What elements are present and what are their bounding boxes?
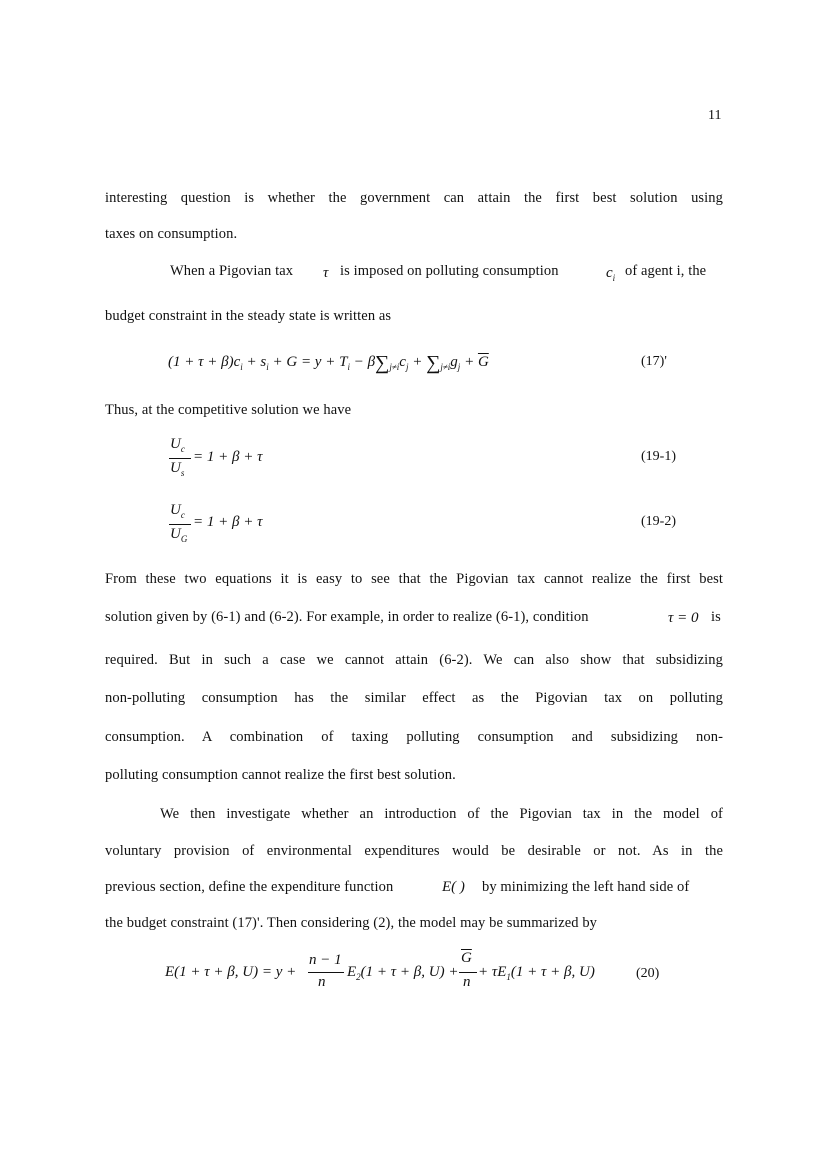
text-line: by minimizing the left hand side of <box>482 879 690 895</box>
fraction-bar <box>459 972 477 973</box>
text-line: taxes on consumption. <box>105 226 238 242</box>
fraction-numerator: n − 1 <box>309 952 342 968</box>
equation-rhs: = 1 + β + τ <box>193 514 263 530</box>
fraction-denominator: n <box>463 974 471 990</box>
text-line: is <box>711 609 721 625</box>
text-line: required. But in such a case we cannot attain (6-2). We can also show that subsidizing <box>105 652 723 668</box>
equation-number: (19-1) <box>641 449 676 464</box>
math-symbol: $c_i$ <box>606 265 616 283</box>
math-symbol: τ <box>323 265 329 281</box>
fraction-numerator: $U_c$ <box>170 436 185 454</box>
equation-20-lhs: E(1 + τ + β, U) = y + <box>165 964 297 980</box>
fraction-denominator: n <box>318 974 326 990</box>
text-line: polluting consumption cannot realize the first best solution. <box>105 767 456 783</box>
text-line: the budget constraint (17)'. Then considering (2), the model may be summarized by <box>105 915 598 931</box>
equation-20-term: $E_2(1 + \tau + \beta$, U) + <box>347 964 459 982</box>
text-line: Thus, at the competitive solution we have <box>105 402 352 418</box>
text-line: solution given by (6-1) and (6-2). For example, in order to realize (6-1), condition <box>105 609 589 625</box>
text-line: of agent i, the <box>625 263 707 279</box>
math-condition: τ = 0 <box>668 610 699 626</box>
text-line: When a Pigovian tax <box>170 263 294 279</box>
text-line: budget constraint in the steady state is written as <box>105 308 392 324</box>
fraction-bar <box>308 972 344 973</box>
text-line: is imposed on polluting consumption <box>340 263 559 279</box>
equation-20-term: + $\tau E_1(1 + \tau + \beta$, U) <box>478 964 595 982</box>
text-line: We then investigate whether an introduction of the Pigovian tax in the model of <box>160 806 723 822</box>
equation-rhs: = 1 + β + τ <box>193 449 263 465</box>
text-line: From these two equations it is easy to see that the Pigovian tax cannot realize the first best <box>105 571 723 587</box>
equation-17: $(1 + \tau + \beta)c_i + s_i + G = y + T_i - \beta\sum_{j\ne i}c_j + \sum_{j\ne i}g_j + \overline{G}$ <box>168 352 489 374</box>
fraction-bar <box>169 524 191 525</box>
equation-number: (17)' <box>641 354 667 369</box>
text-line: consumption. A combination of taxing polluting consumption and subsidizing non- <box>105 729 723 745</box>
text-line: non-polluting consumption has the similar effect as the Pigovian tax on polluting <box>105 690 723 706</box>
fraction-numerator: $U_c$ <box>170 502 185 520</box>
equation-number: (19-2) <box>641 514 676 529</box>
fraction-numerator: $\overline{G}$ <box>461 950 472 966</box>
text-line: interesting question is whether the government can attain the first best solution using <box>105 190 723 206</box>
equation-number: (20) <box>636 966 660 981</box>
fraction-denominator: $U_s$ <box>170 460 185 478</box>
math-function: E( ) <box>442 879 465 895</box>
page-number: 11 <box>708 108 722 123</box>
fraction-bar <box>169 458 191 459</box>
fraction-denominator: $U_G$ <box>170 526 188 544</box>
text-line: voluntary provision of environmental expenditures would be desirable or not. As in the <box>105 843 723 859</box>
text-line: previous section, define the expenditure function <box>105 879 394 895</box>
